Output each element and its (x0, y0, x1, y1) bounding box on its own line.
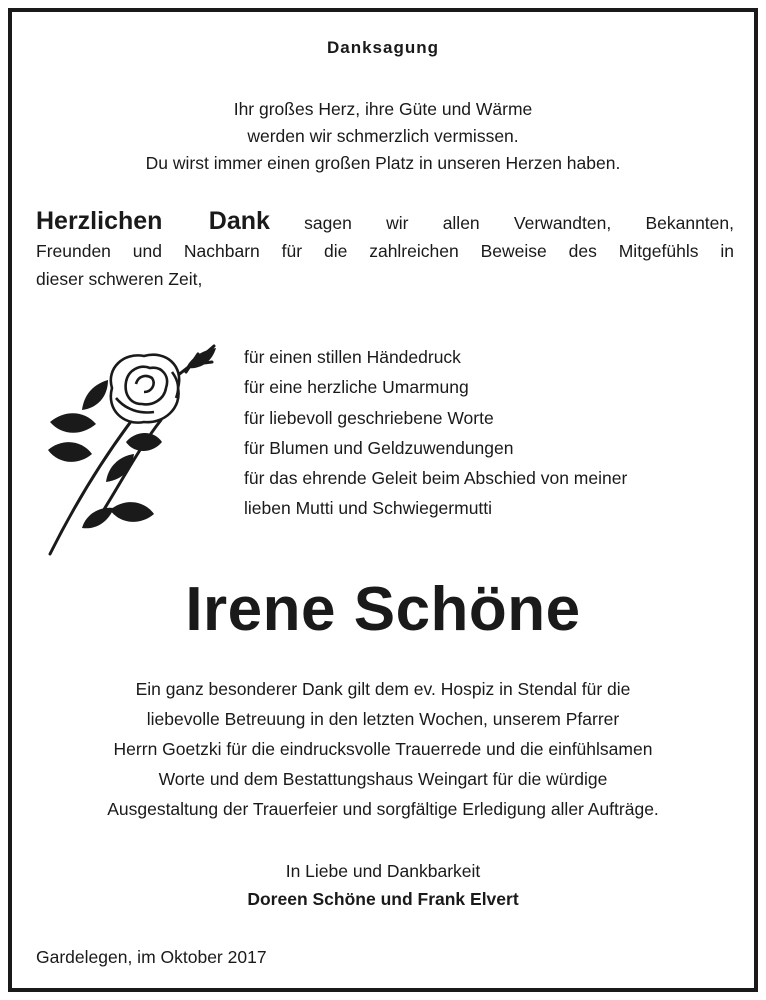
list-item: für eine herzliche Umarmung (244, 377, 469, 398)
closing-block (12, 857, 754, 913)
obituary-notice-frame (8, 8, 758, 992)
verse-line: Du wirst immer einen großen Platz in unseren Herzen haben. (145, 153, 621, 173)
memorial-verse (12, 96, 754, 177)
place-and-date: Gardelegen, im Oktober 2017 (36, 947, 267, 967)
list-item: für Blumen und Geldzuwendungen (244, 437, 514, 458)
gratitude-list (244, 342, 627, 524)
closing-phrase: In Liebe und Dankbarkeit (285, 861, 481, 881)
notice-heading: Danksagung (326, 38, 440, 57)
verse-line: Ihr großes Herz, ihre Güte und Wärme (233, 99, 533, 119)
rose-icon (36, 332, 226, 558)
special-thanks-line: Ausgestaltung der Trauerfeier und sorgfältige Erledigung aller Aufträge. (107, 799, 659, 819)
thanks-lead: Herzlichen Dank (36, 207, 270, 235)
special-thanks-line: Worte und dem Bestattungshaus Weingart für die würdige (158, 769, 608, 789)
special-thanks-line: Ein ganz besonderer Dank gilt dem ev. Hospiz in Stendal für die (135, 679, 631, 699)
special-thanks-paragraph (12, 674, 754, 824)
list-item: lieben Mutti und Schwiegermutti (244, 498, 493, 519)
special-thanks-line: Herrn Goetzki für die eindrucksvolle Trauerrede und die einfühlsamen (113, 739, 653, 759)
thanks-line-rest: sagen wir allen Verwandten, Bekannten, (269, 213, 734, 233)
thanks-paragraph (36, 207, 734, 293)
special-thanks-line: liebevolle Betreuung in den letzten Wochen, unserem Pfarrer (146, 709, 620, 729)
verse-line: werden wir schmerzlich vermissen. (247, 126, 519, 146)
deceased-name: Irene Schöne (185, 575, 581, 644)
thanks-line: Freunden und Nachbarn für die zahlreichen Beweise des Mitgefühls in (36, 241, 734, 261)
list-item: für liebevoll geschriebene Worte (244, 407, 494, 428)
thanks-line: dieser schweren Zeit, (36, 269, 203, 289)
list-item: für das ehrende Geleit beim Abschied von meiner (244, 468, 628, 489)
signers: Doreen Schöne und Frank Elvert (247, 889, 519, 909)
list-item: für einen stillen Händedruck (244, 347, 461, 367)
thanks-line (36, 207, 734, 237)
